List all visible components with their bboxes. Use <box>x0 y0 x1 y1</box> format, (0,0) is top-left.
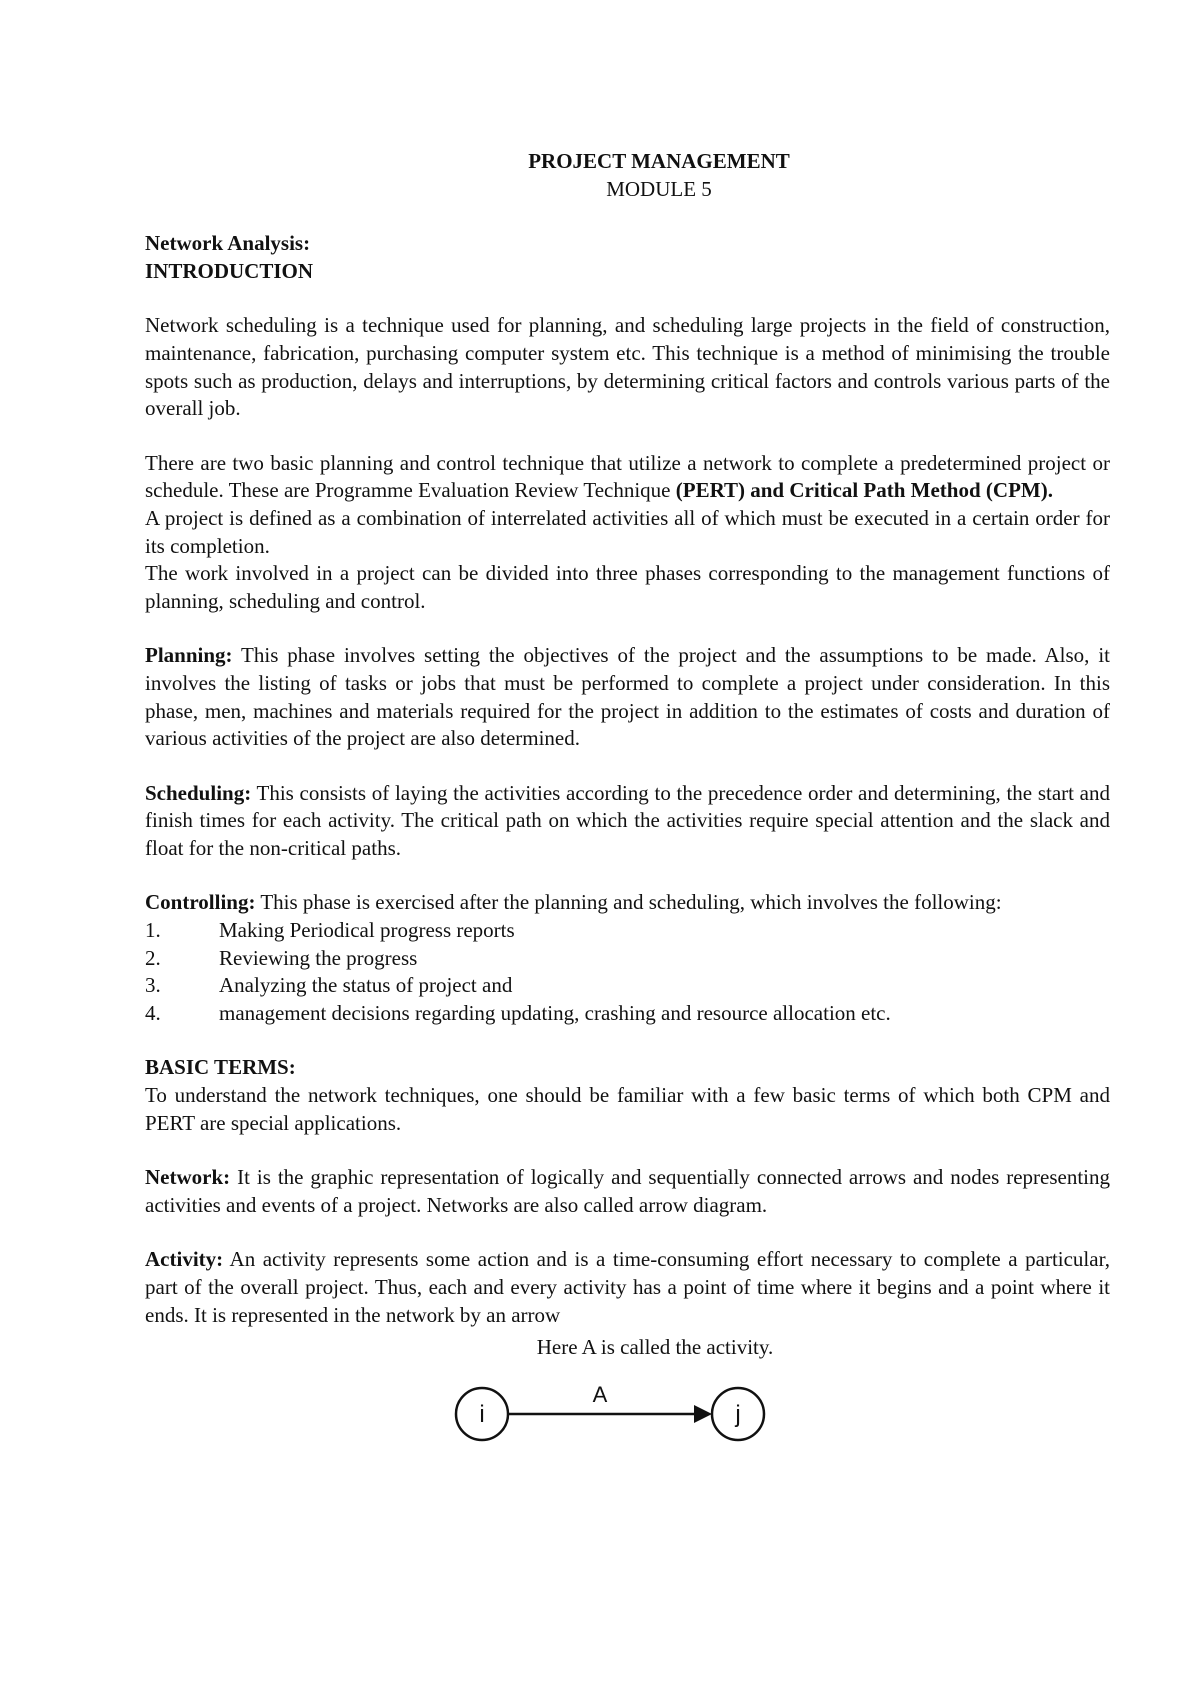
intro-paragraph-2 <box>145 450 1110 505</box>
scheduling-label: Scheduling: <box>145 780 252 805</box>
pert-cpm-bold: (PERT) and Critical Path Method (CPM). <box>675 478 1053 503</box>
document-title-block <box>0 148 1200 203</box>
intro-paragraph-2-text: There are two basic planning and control technique that utilize a network to complete a predetermined project or schedule. These are Programme Evaluation Review Technique <box>145 450 1110 503</box>
activity-label: Activity: <box>145 1247 224 1272</box>
network-text: It is the graphic representation of logically and sequentially connected arrows and nodes representing activities and events of a project. Networks are also called arrow diagram. <box>145 1165 1110 1217</box>
list-item-text: Analyzing the status of project and <box>219 973 513 998</box>
intro-heading: INTRODUCTION <box>145 258 314 283</box>
list-item-text: Making Periodical progress reports <box>219 918 515 943</box>
start-node-label: i <box>479 1400 485 1428</box>
intro-paragraph-3: A project is defined as a combination of interrelated activities all of which must be executed in a certain order for its completion. <box>145 505 1110 558</box>
list-item <box>145 945 1110 973</box>
list-item-text: management decisions regarding updating, crashing and resource allocation etc. <box>219 1000 891 1025</box>
controlling-label: Controlling: <box>145 890 256 915</box>
intro-paragraph-1: Network scheduling is a technique used for planning, and scheduling large projects in the field of construction, maintenance, fabrication, purchasing computer system etc. This technique is a method of minimising the trouble spots such as production, delays and interruptions, by determining critical factors and controls various parts of the overall job. <box>145 313 1110 421</box>
scheduling-text: This consists of laying the activities according to the precedence order and determining, the start and finish times for each activity. The critical path on which the activities require special attention and the slack and float for the non-critical paths. <box>145 780 1110 860</box>
basic-terms-paragraph: To understand the network techniques, one should be familiar with a few basic terms of which both CPM and PERT are special applications. <box>145 1083 1110 1135</box>
scheduling-paragraph <box>145 780 1110 863</box>
list-item-text: Reviewing the progress <box>219 945 418 970</box>
activity-caption: Here A is called the activity. <box>536 1335 774 1360</box>
list-item-number: 3. <box>145 973 161 998</box>
controlling-paragraph <box>145 889 1110 917</box>
intro-paragraph-4: The work involved in a project can be divided into three phases corresponding to the management functions of planning, scheduling and control. <box>145 561 1110 613</box>
controlling-text: This phase is exercised after the planning and scheduling, which involves the following: <box>255 890 1002 915</box>
network-label: Network: <box>145 1165 231 1190</box>
network-paragraph <box>145 1164 1110 1219</box>
list-item-number: 2. <box>145 945 161 970</box>
controlling-list <box>145 917 1110 1027</box>
activity-arrow-diagram <box>450 1372 770 1452</box>
activity-text: An activity represents some action and is a time-consuming effort necessary to complete a particular, part of the overall project. Thus, each and every activity has a point of time where it begins and a point where it ends. It is represented in the network by an arrow <box>145 1247 1110 1327</box>
list-item <box>145 972 1110 1000</box>
list-item-number: 4. <box>145 1000 161 1025</box>
planning-text: This phase involves setting the objectives of the project and the assumptions to be made. Also, it involves the listing of tasks or jobs that must be performed to complete a project under consideration. In this phase, men, machines and materials required for the project in addition to the estimates of costs and duration of various activities of the project are also determined. <box>145 643 1110 751</box>
module-label: MODULE 5 <box>606 176 712 201</box>
list-item <box>145 917 1110 945</box>
list-item-number: 1. <box>145 918 161 943</box>
end-node-label: j <box>735 1400 741 1428</box>
activity-label-text: A <box>592 1381 608 1407</box>
list-item <box>145 1000 1110 1028</box>
basic-terms-heading: BASIC TERMS: <box>145 1055 296 1080</box>
planning-label: Planning: <box>145 643 233 668</box>
activity-paragraph <box>145 1246 1110 1329</box>
section-label: Network Analysis: <box>145 231 311 256</box>
activity-arrowhead <box>694 1405 712 1423</box>
planning-paragraph <box>145 642 1110 752</box>
document-title: PROJECT MANAGEMENT <box>528 149 790 173</box>
